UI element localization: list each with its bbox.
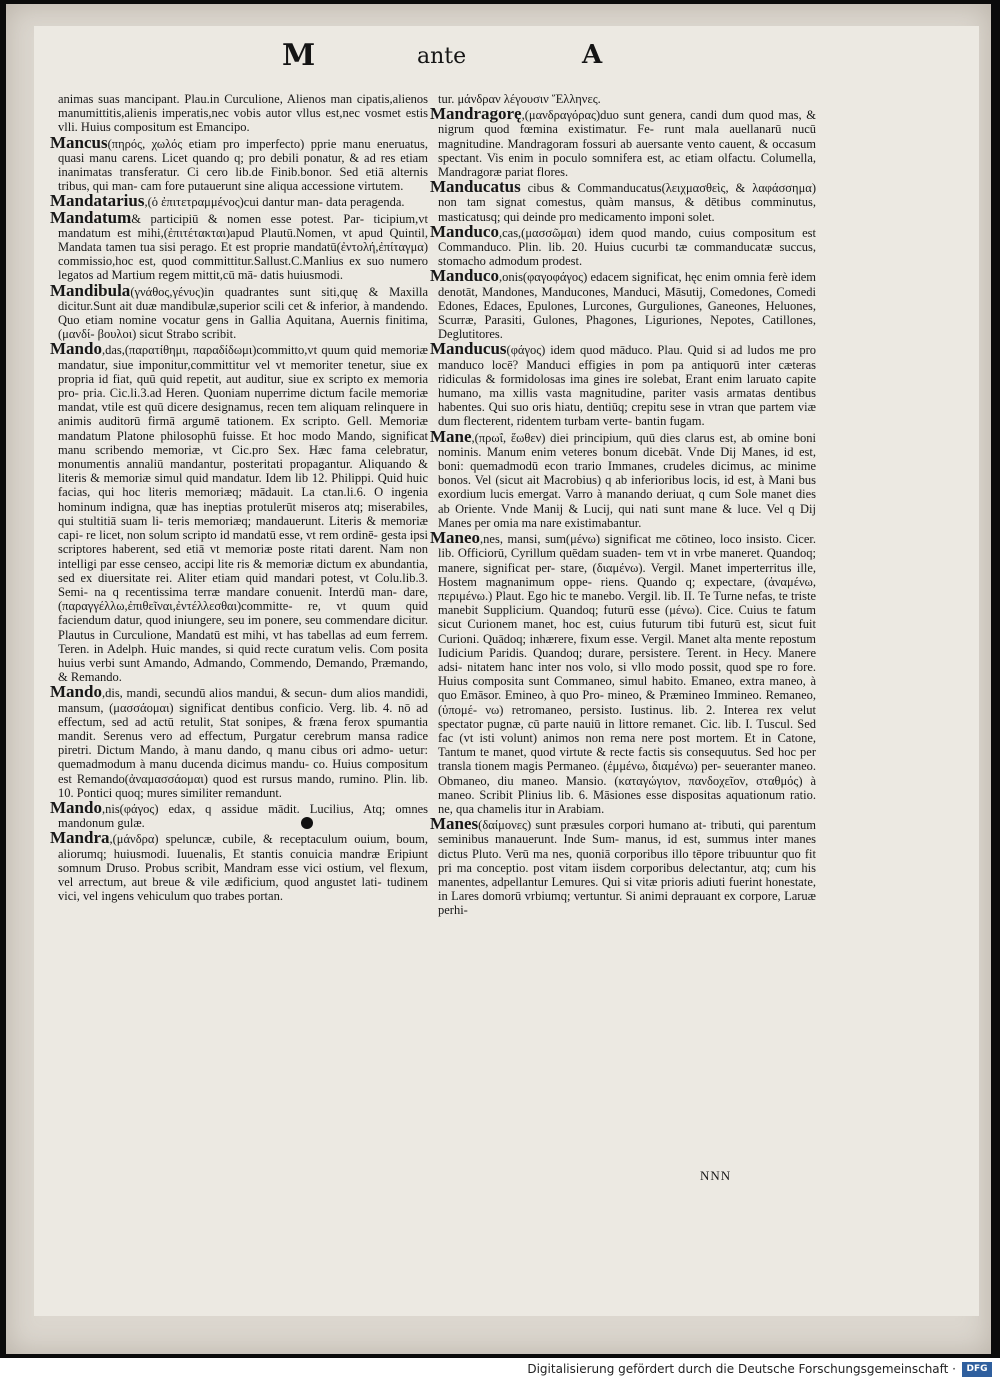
running-head-left-letter: M (282, 38, 316, 73)
entry-text: (φάγος) idem quod māduco. Plau. Quid si ad ludos me pro manduco locē? Manduci effigies in pom pa antiquorū inter cæteras ridiculas & formidolosas ima gines ire solebat, Erant enim laruato capite humano, ma xillis vasta magnitudine, pariter vasis armatas dentibus habentes. Qui suo oris hiatu, dentiūq; crepitu sese in vtran que partem viæ dum flecterent, ridentem turbam verte- bantin fugam. (438, 343, 816, 429)
entry-text: ,(μανδραγόρας)duo sunt genera, candi dum quod mas, & nigrum quod fœmina existimatur. Fe- runt mala auellanarū nucū magnitudine. Mandragoram fossuri ab auersante vento cauent, & occasum spectant. Vis enim in poculo somnifera est, ac etiam olfactu. Columella, Mandragoræ pariat flores. (438, 108, 816, 180)
dictionary-entry (430, 426, 816, 530)
entry-headword: Mandibula (50, 280, 131, 300)
dictionary-entry (430, 177, 816, 224)
entry-text: ,(πρωΐ, ἕωθεν) diei principium, quū dies clarus est, ab omine boni nominis. Manum enim veteres bonum dicebāt. Vnde Dij Manes, id est, boni: quemadmodū econ trario Immanes, crudeles dicimus, ac minime bonos. Vel (sicut ait Macrobius) q ab inferioribus locis, id est, à Mani bus exordium lucis emergat. Varro à manando deriuat, q cum Sole manet dies ab Oriente. Vnde Manij & Lucij, qui nati sunt mane & luce. Vel q Dij Manes per omia ma nare existimabantur. (438, 430, 816, 530)
entry-headword: Mandra (50, 828, 110, 848)
entry-text: ,(ὁ ἐπιτετραμμένος)cui dantur man- data peragenda. (144, 195, 405, 210)
funding-credit: Digitalisierung gefördert durch die Deutsche Forschungsgemeinschaft · (527, 1362, 956, 1376)
dictionary-entry (430, 266, 816, 342)
dictionary-entry (430, 814, 816, 918)
entry-text: ,dis, mandi, secundū alios mandui, & secun- dum alios mandidi, mansum, (μασσάομαι) significat dentibus conficio. Verg. lib. 4. nō ad effectum, sed ad actū retulit, Stat sonipes, & fræna ferox spumantia mandit. Serenus vero ad effectum, Purgatur cerebrum mansa radice piretri. Dictum Mando, à manu dando, q manu cibus ori admo- uetur: quemadmodum à manu ducenda dicimus mandu- co. Huius compositum est Remando(ἀναμασσάομαι) quod est rursus mando, rumino. Plin. lib. 10. Pontici quoq; mures similiter remandunt. (58, 686, 428, 800)
entry-headword: Mane (430, 426, 472, 446)
signature-mark: NNN (700, 1168, 732, 1183)
dictionary-entry (50, 828, 428, 904)
entry-text: ,nis(φάγος) edax, q assidue mādit. Lucilius, Atq; omnes mandonum gulæ. (58, 801, 428, 831)
dictionary-entry (50, 132, 428, 194)
running-head-right-letter: A (582, 40, 603, 70)
entry-text: & participiū & nomen esse potest. Par- ticipium,vt mandatum est mihi,(ἐπιτέτακται)apud Plautū.Nomen, vt apud Quintil, Mandata tamen tua sisi perago. Et est proprie mandatū(ἐντολή,ἐπίταγμα) commissio,hoc est, quod committitur.Sallust.C.Manlius ex suo numero legatos ad Martium regem mittit,cū mā- datis huiusmodi. (58, 211, 428, 283)
entry-headword: Manduco (430, 266, 499, 286)
entry-headword: Manducus (430, 339, 507, 359)
dictionary-entry (430, 221, 816, 269)
dictionary-entry (430, 104, 816, 180)
dictionary-entry (50, 207, 428, 283)
dictionary-entry (50, 92, 428, 135)
entry-text: (γνάθος,γένυς)in quadrantes sunt siti,quę & Maxilla dicitur.Sunt ait duæ mandibulæ,superior scili cet & inferior, à mandendo. Quo etiam nomine vocatur gens in Gallia Aquitana, Auernis finitima, (μανδί- βουλοι) sicut Strabo scribit. (58, 284, 428, 342)
entry-headword: Manes (430, 814, 479, 834)
entry-text: ,(μάνδρα) speluncæ, cubile, & receptaculum ouium, boum, aliorumq; huiusmodi. Iuuenalis, Et stantis conuicia mandræ Eripiunt somnum Druso. Probus scribit, Mandram esse vici ostium, vel flexum, vel arrectum, aut breue & vile ædificium, quod angustet lati- tudinem vici, vel ingens vehiculum quo trabes portan. (58, 832, 428, 904)
left-column (50, 92, 428, 904)
footer-bar (0, 1358, 1000, 1382)
entry-text: tur. μάνδραν λέγουσιν Ἕλληνες. (438, 92, 601, 106)
dictionary-entry (430, 528, 816, 816)
entry-text: ,nes, mansi, sum(μένω) significat me cōtineo, loco insisto. Cicer. lib. Officiorū, Cyrillum quēdam suaden- tem vt in vrbe maneret. Quandoq; manere, significat per- stare, (διαμένω). Vergil. Manet imperterritus ille, Hostem magnanimum oppe- riens. Quando q; expectare, (ἀναμένω, περιμένω.) Plaut. Ego hic te manebo. Vergil. lib. II. Te Turne nefas, te triste manebit Supplicium. Quandoq; futurū esse (μένω). Cice. Cuius te fatum sicut Curionem manet, hoc est, cuius futurum tibi futurū est, sicut fuit Curioni. Quādoq; inhærere, fixum esse. Vergil. Manet alta mente repostum Iudicium Paridis. Quandoq; durare, persistere. Terent. in Hecy. Manere adsi- nitatem hanc inter nos volo, si vllo modo possit, quod spe ro fore. Huius composita sunt Commaneo, simul habito. Emaneo, extra maneo, à quo Emāsor. Emineo, à quo Pro- mineo, & Præmineo Immineo. Remaneo, (ὑπομέ- νω) retromaneo, persisto. Iustinus. lib. 2. Interea rex velut spectator pugnæ, cū parte nauiū in littore remanet. Cic. lib. I. Tuscul. Sed fac (vt isti volunt) animos non rema nere post mortem. Et in Catone, Tantum te manet, quod virtute & recte factis sis consequutus. Sed hoc per transla tionem magis Permaneo. (ἐμμένω, διαμένω) per- seueranter maneo. Obmaneo, diu maneo. Mansio. (καταγώγιον, πανδοχεῖον, σταθμός) à maneo. Scribit Plinius lib. 6. Māsiones esse dispositas aquationum ratio. ne, qua chamelis itur in Arabiam. (438, 532, 816, 816)
entry-text: animas suas mancipant. Plau.in Curculione, Alienos man cipatis,alienos manumittitis,alienis imperatis,nec vobis autor vllus est,nec vosmet estis vlli. Huius compositum est Emancipo. (58, 92, 428, 135)
ink-blot (301, 817, 313, 829)
entry-headword: Mandragorę (430, 104, 522, 124)
right-column (430, 92, 816, 919)
entry-headword: Mando (50, 339, 102, 359)
running-head-center-word: ante (417, 44, 467, 69)
dictionary-entry (50, 339, 428, 685)
entry-text: ,cas,(μασσῶμαι) idem quod mando, cuius compositum est Commanduco. Plin. lib. 20. Huius cucurbi tæ commanducatæ succus, stomacho admodum prodest. (438, 225, 816, 269)
entry-text: ,das,(παρατίθημι, παραδίδωμι)committo,vt quum quid memoriæ mandatur, siue imponitur,committitur vel vt memoriter tenetur, siue ex propria id fiat, quū quid repetit, aut auditur, siue ex scripto ex memoria pro- pria. Cic.li.3.ad Heren. Quoniam nuperrime dictum facile memoriæ mandat, vtile est quū dicere designamus, recen tem aliquam relinquere in animis auditorū firmā argumē tationem. Ex scripto. Gell. Memoriæ mandatum Platone philosophū fuisse. Et hoc modo Mando, significat manu scribendo memoriæ, vt Cic.pro Sex. Hæc fama celebratur, monumentis annaliū mandantur, posteritati propagantur. Aliquando & literis & memoriæ simul quid mandatur. Idem lib 12. Philippi. Quid huic facias, qui hoc literis memoriæq; mādauit. La ctan.li.6. O ingenia hominum indigna, quæ has ineptias protulerūt miseros atq; miserabiles, qui stultitiā suam li- teris memoriæq; mandauerunt. Literis & memoriæ capi- re licet, non solum scripto id mandatū esse, vt rem ordinē- gesta ipsi scriptores haberent, sed etiā vt memoriæ poste ritati darent. Nam non intelligi par esse censeo, accipi lite ris & memoriæ dictum ex abundantia, sed ex diuersitate rei. Aliter etiam quid mandari potest, vt Colu.lib.3. Semi- na q recentissima terræ mandare conuenit. Interdū man- dare,(παραγγέλλω,ἐπιθεῖναι,ἐντέλλεσθαι)committe- re, vt quum quid faciendum datur, quod iniungere, seu im ponere, seu commendare dicitur. Plautus in Curculione, Mandatū est mihi, vt has tabellas ad eum ferrem. Teren. in Adelph. Huic mandes, si quid recte curatum velis. Com posita huius verbi sunt Amando, Admando, Commendo, Demando, Præmando, & Remando. (58, 343, 428, 685)
dfg-logo: DFG (962, 1362, 992, 1377)
entry-text: (δαίμονες) sunt præsules corpori humano at- tributi, qui parentum seminibus manauerunt. Inde Sum- manus, id est, summus inter manes dictus Pluto. Verū ma nes, quoniā corporibus illo tēpore tribuuntur quo fit pri ma conceptio. post vitam iisdem corporibus delectantur, atq; cum his manentes, adpellantur Lemures. Qui si vitæ prioris adiuti fuerint honestate, in Lares domorū vrbiumq; vertuntur. Si animi deprauant ex corpore, Laruæ perhi- (438, 818, 816, 918)
entry-text: ,onis(φαγοφάγος) edacem significat, hęc enim omnia ferè idem denotāt, Mandones, Manducones, Manduci, Māsutij, Comedones, Comedi Edones, Edaces, Epulones, Lurcones, Gurguliones, Ganeones, Heluones, Scurræ, Parasiti, Gulones, Phagones, Liguriones, Nepotes, Catillones, Deglutitores. (438, 270, 816, 342)
entry-headword: Mandatum (50, 207, 132, 227)
entry-headword: Manduco (430, 221, 499, 241)
dictionary-entry (50, 682, 428, 800)
entry-headword: Mandatarius (50, 191, 145, 211)
dictionary-entry (50, 797, 428, 831)
entry-headword: Mancus (50, 132, 108, 152)
dictionary-entry (50, 280, 428, 342)
entry-headword: Manducatus (430, 177, 521, 197)
entry-headword: Mando (50, 682, 102, 702)
entry-headword: Maneo (430, 528, 481, 548)
dictionary-entry (430, 339, 816, 429)
entry-text: (πηρός, χωλός etiam pro imperfecto) pprie manu eneruatus, quasi manu carens. Licet quando q; pro debili ponatur, & ad res etiam inanimatas transferatur. Ci cero lib.de Finib.bonor. Sed etiā alternis tribus, qui man- cam fore putauerunt sine aliqua accessione virtutem. (58, 136, 428, 194)
entry-text: cibus & Commanducatus(λειχμασθεὶς, & λαφάσσημα) non tam signat comestus, quàm mansus, & dētibus comminutus, masticatusq; qui deinde pro medicamento imponi solet. (438, 181, 816, 224)
entry-headword: Mando (50, 797, 102, 817)
